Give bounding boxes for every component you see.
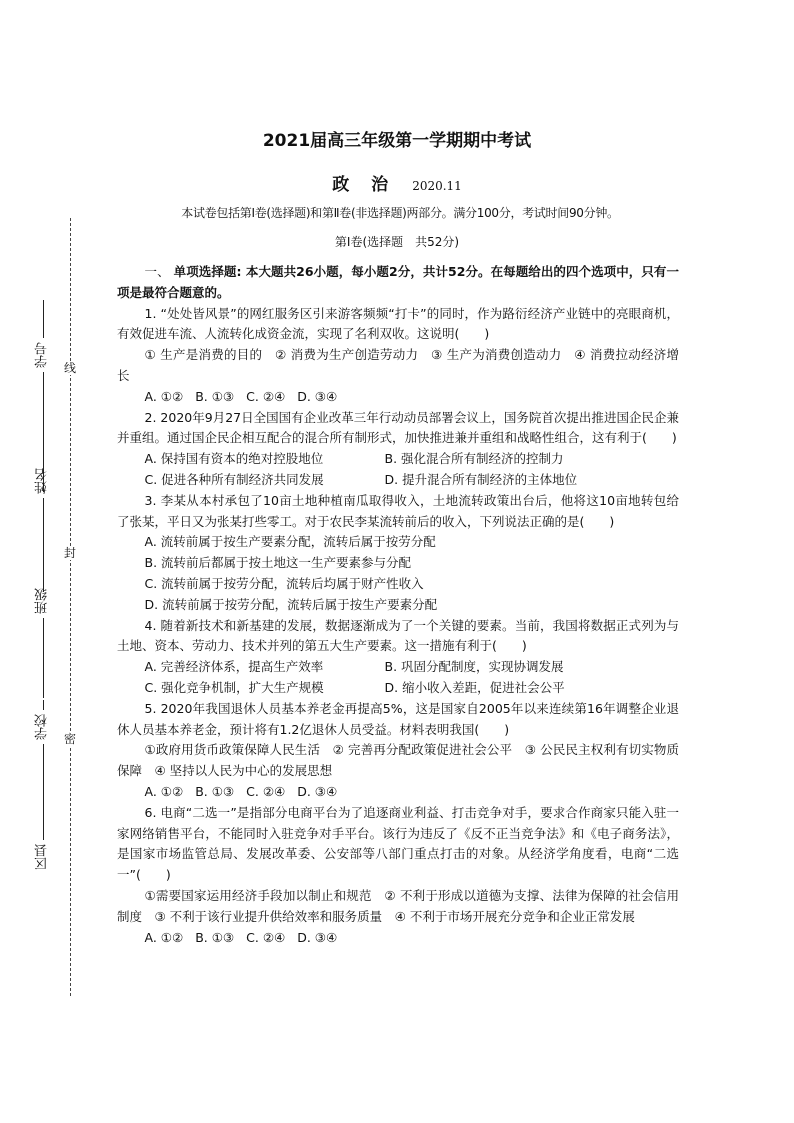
class-label: 班级 bbox=[35, 588, 50, 614]
subject-row bbox=[117, 170, 677, 195]
option-a[interactable]: A. ①② bbox=[144, 388, 184, 404]
section-prefix: 一、 bbox=[144, 264, 174, 279]
school-label: 学校 bbox=[35, 714, 50, 740]
question-3-stem: 3. 李某从本村承包了10亩土地种植南瓜取得收入，土地流转政策出台后，他将这10亩地转包给了张某，平日又为张某打些零工。对于农民李某流转前后的收入，下列说法正确的是( ) bbox=[117, 492, 679, 529]
option-d[interactable]: D. 提升混合所有制经济的主体地位 bbox=[384, 471, 578, 487]
binding-mark-feng: 封 bbox=[63, 546, 76, 560]
option-a[interactable]: A. ①② bbox=[144, 783, 184, 799]
option-a[interactable]: A. ①② bbox=[144, 929, 184, 945]
option-b[interactable]: B. ①③ bbox=[195, 388, 235, 404]
option-d[interactable]: D. ③④ bbox=[297, 388, 338, 404]
question-4-options-row1 bbox=[117, 657, 679, 678]
option-c[interactable]: C. ②④ bbox=[246, 388, 286, 404]
option-b[interactable]: B. 巩固分配制度，实现协调发展 bbox=[384, 659, 564, 675]
option-a[interactable]: A. 流转前属于按生产要素分配，流转后属于按劳分配 bbox=[144, 534, 436, 550]
exam-date: 2020.11 bbox=[412, 179, 462, 193]
option-c[interactable]: C. ②④ bbox=[246, 783, 286, 799]
option-d[interactable]: D. 流转前属于按劳分配，流转后属于按生产要素分配 bbox=[144, 596, 438, 612]
option-a[interactable]: A. 保持国有资本的绝对控股地位 bbox=[144, 451, 324, 467]
section-heading bbox=[117, 262, 679, 304]
question-5-statements: ①政府用货币政策保障人民生活 ② 完善再分配政策促进社会公平 ③ 公民民主权利有切实物质保障 ④ 坚持以人民为中心的发展思想 bbox=[117, 742, 679, 779]
option-c[interactable]: C. 强化竞争机制，扩大生产规模 bbox=[144, 679, 324, 695]
question-5-stem: 5. 2020年我国退休人员基本养老金再提高5%，这是国家自2005年以来连续第16年调整企业退休人员基本养老金，预计将有1.2亿退休人员受益。材料表明我国( ) bbox=[117, 700, 679, 737]
option-a[interactable]: A. 完善经济体系，提高生产效率 bbox=[144, 659, 324, 675]
binding-mark-mi: 密 bbox=[63, 732, 76, 746]
name-label: 姓名 bbox=[35, 468, 50, 494]
question-5-options bbox=[117, 782, 679, 803]
question-2-options-row1 bbox=[117, 449, 679, 470]
question-2-stem: 2. 2020年9月27日全国国有企业改革三年行动动员部署会议上，国务院首次提出推进国企民企兼并重组。通过国企民企相互配合的混合所有制形式，加快推进兼并重组和战略性组合，这有利于( ) bbox=[117, 409, 679, 446]
option-b[interactable]: B. 强化混合所有制经济的控制力 bbox=[384, 451, 564, 467]
question-list bbox=[117, 262, 679, 948]
subject-name: 政治 bbox=[332, 175, 411, 195]
district-field[interactable] bbox=[30, 840, 56, 874]
question-4-stem: 4. 随着新技术和新基建的发展，数据逐渐成为了一个关键的要素。当前，我国将数据正式列为与土地、资本、劳动力、技术并列的第五大生产要素。这一措施有利于( ) bbox=[117, 617, 679, 654]
option-d[interactable]: D. ③④ bbox=[297, 783, 338, 799]
option-d[interactable]: D. ③④ bbox=[297, 929, 338, 945]
question-6-stem: 6. 电商“二选一”是指部分电商平台为了追逐商业利益、打击竞争对手，要求合作商家只能入驻一家网络销售平台，不能同时入驻竞争对手平台。该行为违反了《反不正当竞争法》和《电子商务法》，是国家市场监管总局、发展改革委、公安部等八部门重点打击的对象。从经济学角度看，电商“二选一”( ) bbox=[117, 804, 679, 883]
option-c[interactable]: C. 流转前属于按劳分配，流转后均属于财产性收入 bbox=[144, 575, 424, 591]
option-b[interactable]: B. 流转前后都属于按土地这一生产要素参与分配 bbox=[144, 555, 412, 571]
question-6-statements: ①需要国家运用经济手段加以制止和规范 ② 不利于形成以道德为支撑、法律为保障的社会信用制度 ③ 不利于该行业提升供给效率和服务质量 ④ 不利于市场开展充分竞争和企业正常发展 bbox=[117, 887, 679, 924]
question-1-stem: 1. “处处皆风景”的网红服务区引来游客频频“打卡”的同时，作为路衍经济产业链中的亮眼商机，有效促进车流、人流转化成资金流，实现了名利双收。这说明( ) bbox=[117, 305, 679, 342]
question-4-options-row2 bbox=[117, 678, 679, 699]
option-d[interactable]: D. 缩小收入差距，促进社会公平 bbox=[384, 679, 565, 695]
question-6-options bbox=[117, 928, 679, 949]
binding-mark-xian: 线 bbox=[63, 361, 76, 375]
student-id-label: 学号 bbox=[35, 342, 50, 368]
option-c[interactable]: C. ②④ bbox=[246, 929, 286, 945]
option-c[interactable]: C. 促进各种所有制经济共同发展 bbox=[144, 471, 324, 487]
part-one-heading: 第Ⅰ卷(选择题 共52分) bbox=[334, 235, 460, 249]
class-field[interactable] bbox=[30, 572, 56, 698]
option-b[interactable]: B. ①③ bbox=[195, 783, 235, 799]
binding-dashed-line bbox=[70, 218, 71, 996]
question-2-options-row2 bbox=[117, 470, 679, 491]
name-field[interactable] bbox=[30, 424, 56, 592]
question-1-options bbox=[117, 387, 679, 408]
exam-instructions: 本试卷包括第Ⅰ卷(选择题)和第Ⅱ卷(非选择题)两部分。满分100分，考试时间90分钟。 bbox=[181, 206, 619, 220]
option-b[interactable]: B. ①③ bbox=[195, 929, 235, 945]
section-instructions: 单项选择题: 本大题共26小题，每小题2分，共计52分。在每题给出的四个选项中，只有一项是最符合题意的。 bbox=[117, 264, 679, 300]
district-label: 区县 bbox=[35, 844, 50, 870]
school-field[interactable] bbox=[30, 700, 56, 840]
question-1-statements: ① 生产是消费的目的 ② 消费为生产创造劳动力 ③ 生产为消费创造动力 ④ 消费拉动经济增长 bbox=[117, 347, 679, 383]
exam-title: 2021届高三年级第一学期期中考试 bbox=[262, 131, 532, 151]
